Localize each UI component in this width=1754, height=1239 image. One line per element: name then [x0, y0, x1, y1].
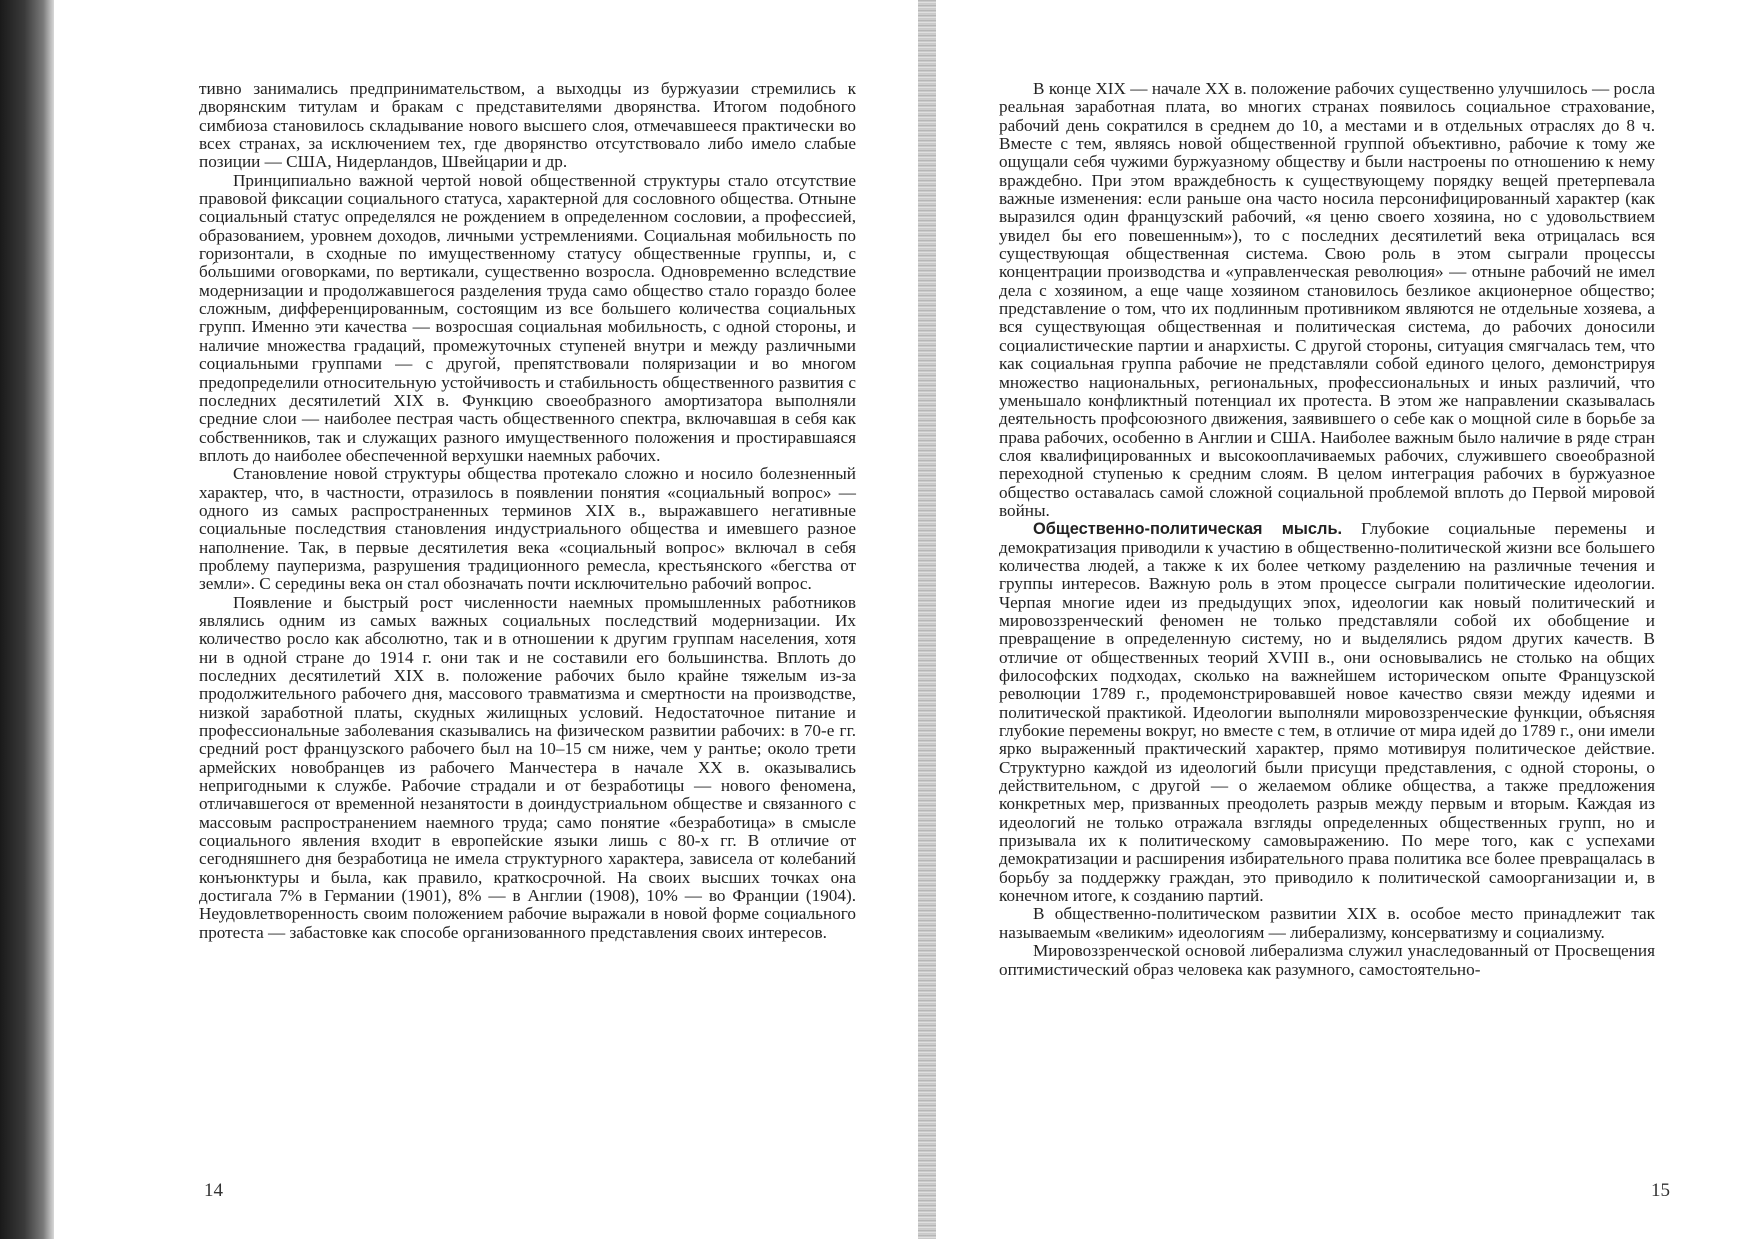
page-number: 14	[204, 1180, 223, 1201]
left-page-text	[199, 80, 856, 942]
paragraph: Мировоззренческой основой либерализма служил унаследованный от Просвещения оптимистический образ человека как разумного, самостоятельно-	[999, 941, 1655, 979]
gutter-shadow	[918, 0, 936, 1239]
right-page-text	[999, 80, 1655, 979]
page-number: 15	[1651, 1180, 1670, 1201]
paragraph: Появление и быстрый рост численности наемных промышленных работников являлись одним из самых важных социальных последствий модернизации. Их количество росло как абсолютно, так и в отношении к другим группам населения, хотя ни в одной стране до 1914 г. они так и не составили его большинства. Вплоть до последних десятилетий XIX в. положение рабочих было крайне тяжелым из-за продолжительного рабочего дня, массового травматизма и смертности на производстве, низкой заработной платы, скудных жилищных условий. Недостаточное питание и профессиональные заболевания сказывались на физическом развитии рабочих: в 70-е гг. средний рост французского рабочего был на 10–15 см ниже, чем у рантье; около трети армейских новобранцев из рабочего Манчестера в начале XX в. оказывались непригодными к службе. Рабочие страдали и от безработицы — нового феномена, отличавшегося от временной незанятости в доиндустриальном обществе и связанного с массовым распространением наемного труда; само понятие «безработица» в смысле социального явления входит в европейские языки лишь с 80-х гг. В отличие от сегодняшнего дня безработица не имела структурного характера, зависела от колебаний конъюнктуры и была, как правило, краткосрочной. На своих высших точках она достигала 7% в Германии (1901), 8% — в Англии (1908), 10% — во Франции (1904). Неудовлетворенность своим положением рабочие выражали в новой форме социального протеста — забастовке как способе организованного представления своих интересов.	[199, 592, 856, 942]
paragraph-body: Глубокие социальные перемены и демократизация приводили к участию в общественно-политической жизни все большего количества людей, а также к их более четкому разделению на различные течения и группы интересов. Важную роль в этом процессе сыграли политические идеологии. Черпая многие идеи из предыдущих эпох, идеологии как новый политический и мировоззренческий феномен не только представляли собой их обобщение и превращение в определенную систему, но и выделялись рядом других качеств. В отличие от общественных теорий XVIII в., они основывались не столько на общих философских подходах, сколько на важнейшем историческом опыте Французской революции 1789 г., продемонстрировавшей новое качество связи между идеями и политической практикой. Идеологии выполняли мировоззренческие функции, объясняя глубокие перемены вокруг, но вместе с тем, в отличие от мира идей до 1789 г., они имели ярко выраженный практический характер, прямо мотивируя политическое действие. Структурно каждой из идеологий были присущи представления, с одной стороны, о действительном, с другой — о желаемом облике общества, а также предложения конкретных мер, призванных преодолеть разрыв между первым и вторым. Каждая из идеологий не только отражала взгляды определенных общественных групп, но и призывала их к политическому самовыражению. По мере того, как с успехами демократизации и расширения избирательного права политика все более превращалась в борьбу за поддержку граждан, это приводило к политической самоорганизации и, в конечном итоге, к созданию партий.	[999, 519, 1655, 906]
paragraph	[999, 520, 1655, 905]
section-heading: Общественно-политическая мысль.	[1033, 520, 1343, 539]
left-page	[54, 0, 918, 1239]
paragraph: В общественно-политическом развитии XIX в. особое место принадлежит так называемым «великим» идеологиям — либерализму, консерватизму и социализму.	[999, 904, 1655, 942]
paragraph: Принципиально важной чертой новой общественной структуры стало отсутствие правовой фиксации социального статуса, характерной для сословного общества. Отныне социальный статус определялся не рождением в определенном сословии, а профессией, образованием, уровнем доходов, личными устремлениями. Социальная мобильность по горизонтали, в сходные по имущественному статусу общественные группы, и, с бо́льшими оговорками, по вертикали, существенно возросла. Одновременно вследствие модернизации и продолжавшегося разделения труда само общество стало гораздо более сложным, дифференцированным, состоящим из все большего количества социальных групп. Именно эти качества — возросшая социальная мобильность, с одной стороны, и наличие множества градаций, промежуточных ступеней внутри и между различными социальными группами — с другой, препятствовали поляризации и во многом предопределили относительную устойчивость и стабильность общественного развития с последних десятилетий XIX в. Функцию своеобразного амортизатора выполняли средние слои — наиболее пестрая часть общественного спектра, включавшая в себя как собственников, так и служащих разного имущественного положения и простиравшаяся вплоть до наиболее обеспеченной верхушки наемных рабочих.	[199, 170, 856, 465]
right-page	[936, 0, 1754, 1239]
paragraph: Становление новой структуры общества протекало сложно и носило болезненный характер, что, в частности, отразилось в появлении понятия «социальный вопрос» — одного из самых распространенных терминов XIX в., выражавшего негативные социальные последствия становления индустриального общества и имевшего разное наполнение. Так, в первые десятилетия века «социальный вопрос» включал в себя проблему пауперизма, разрушения традиционного ремесла, крестьянского «бегства от земли». С середины века он стал обозначать почти исключительно рабочий вопрос.	[199, 464, 856, 594]
paragraph: В конце XIX — начале XX в. положение рабочих существенно улучшилось — росла реальная заработная плата, во многих странах появилось социальное страхование, рабочий день сократился в среднем до 10, а местами и в отдельных отраслях до 8 ч. Вместе с тем, являясь новой общественной группой объективно, рабочие к тому же ощущали себя чужими буржуазному обществу и были настроены по отношению к нему враждебно. При этом враждебность к существующему порядку вещей претерпевала важные изменения: если раньше она часто носила персонифицированный характер (как выразился один французский рабочий, «я ценю своего хозяина, но с удовольствием увидел бы его повешенным»), то с последних десятилетий века отрицалась вся существующая общественная система. Свою роль в этом сыграли процессы концентрации производства и «управленческая революция» — отныне рабочий не имел дела с хозяином, а еще чаще хозяином становилось безликое акционерное общество; представление о том, что их подлинным противником являются не отдельные хозяева, а вся существующая общественная и политическая система, до рабочих доносили социалистические партии и анархисты. С другой стороны, ситуация смягчалась тем, что как социальная группа рабочие не представляли собой единого целого, демонстрируя множество национальных, региональных, профессиональных и иных различий, что уменьшало конфликтный потенциал их протеста. В этом же направлении сказывалась деятельность профсоюзного движения, заявившего о себе как о мощной силе в борьбе за права рабочих, особенно в Англии и США. Наиболее важным было наличие в ряде стран слоя квалифицированных и высокооплачиваемых рабочих, служившего своеобразной переходной ступенью к средним слоям. В целом интеграция рабочих в буржуазное общество оставалась самой сложной социальной проблемой вплоть до Первой мировой войны.	[999, 79, 1655, 520]
paragraph: тивно занимались предпринимательством, а выходцы из буржуазии стремились к дворянским титулам и бракам с представителями дворянства. Итогом подобного симбиоза становилось складывание нового высшего слоя, отмечавшееся практически во всех странах, за исключением тех, где дворянство отсутствовало либо имело слабые позиции — США, Нидерландов, Швейцарии и др.	[199, 79, 856, 172]
binding-shadow	[0, 0, 54, 1239]
